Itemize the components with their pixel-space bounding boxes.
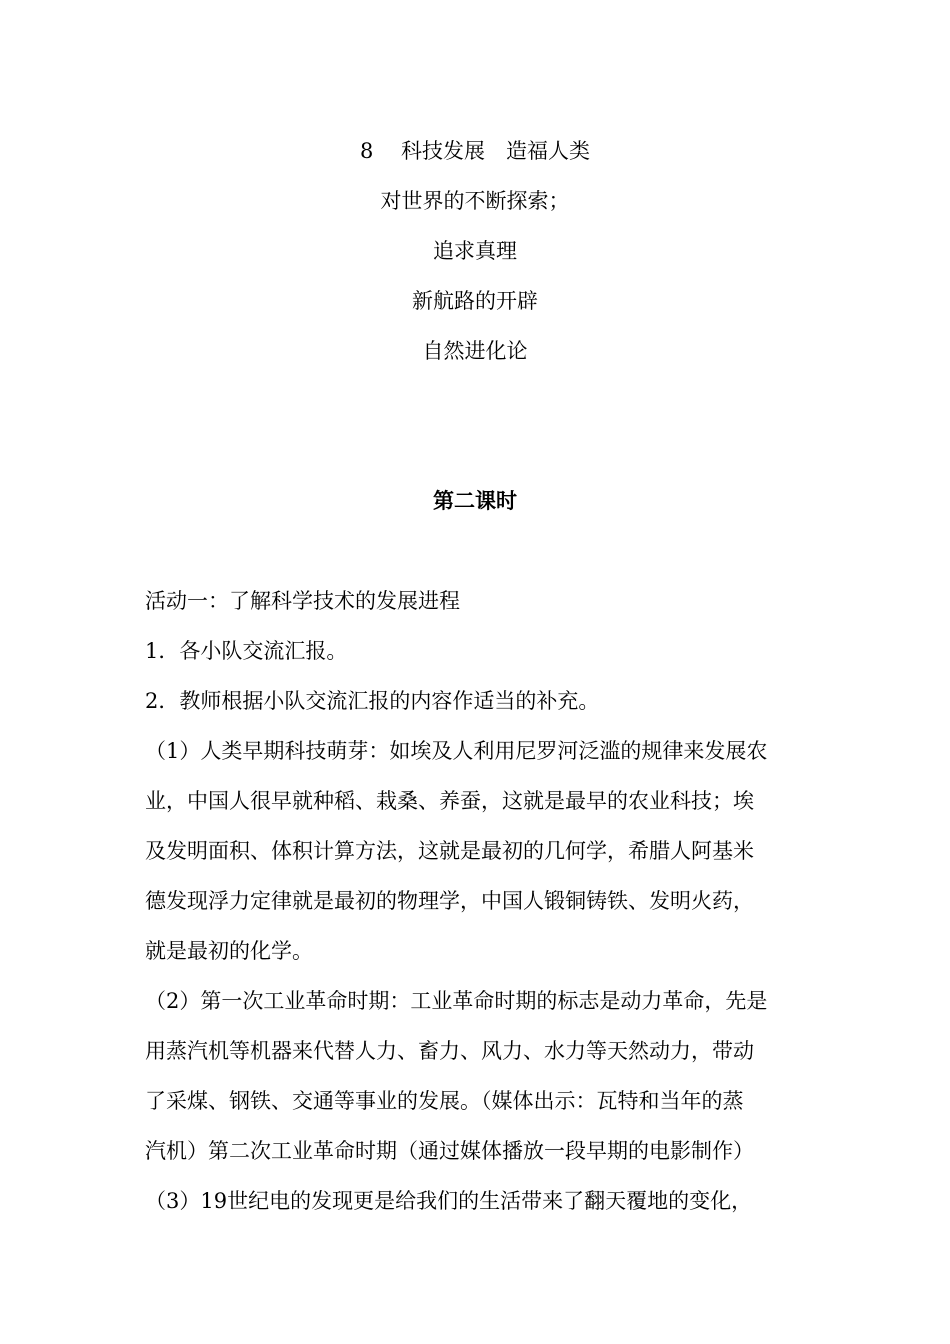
header-line: 对世界的不断探索；: [380, 189, 570, 213]
paragraph-line: 2．教师根据小队交流汇报的内容作适当的补充。: [145, 689, 600, 713]
paragraph-line: （2）第一次工业革命时期：工业革命时期的标志是动力革命，先是: [145, 989, 768, 1013]
header-line: 追求真理: [433, 239, 517, 263]
paragraph-line: 德发现浮力定律就是最初的物理学，中国人锻铜铸铁、发明火药，: [145, 889, 754, 913]
paragraph-line: 1．各小队交流汇报。: [145, 639, 348, 663]
lesson-title: 8 科技发展 造福人类: [359, 139, 591, 163]
paragraph-line: 业，中国人很早就种稻、栽桑、养蚕，这就是最早的农业科技；埃: [145, 789, 754, 813]
paragraph-line: 了采煤、钢铁、交通等事业的发展。（媒体出示：瓦特和当年的蒸: [145, 1089, 744, 1113]
paragraph-line: 用蒸汽机等机器来代替人力、畜力、风力、水力等天然动力，带动: [145, 1039, 754, 1063]
paragraph-line: 及发明面积、体积计算方法，这就是最初的几何学，希腊人阿基米: [145, 839, 754, 863]
paragraph-line: 活动一：了解科学技术的发展进程: [145, 589, 460, 613]
header-line: 自然进化论: [422, 339, 528, 363]
header-line: 新航路的开辟: [412, 289, 538, 313]
paragraph-line: 就是最初的化学。: [145, 939, 313, 963]
paragraph-line: （3）19世纪电的发现更是给我们的生活带来了翻天覆地的变化，: [145, 1189, 753, 1213]
paragraph-line: （1）人类早期科技萌芽：如埃及人利用尼罗河泛滥的规律来发展农: [145, 739, 768, 763]
paragraph-line: 汽机）第二次工业革命时期（通过媒体播放一段早期的电影制作）: [145, 1139, 754, 1163]
section-title: 第二课时: [433, 488, 517, 513]
